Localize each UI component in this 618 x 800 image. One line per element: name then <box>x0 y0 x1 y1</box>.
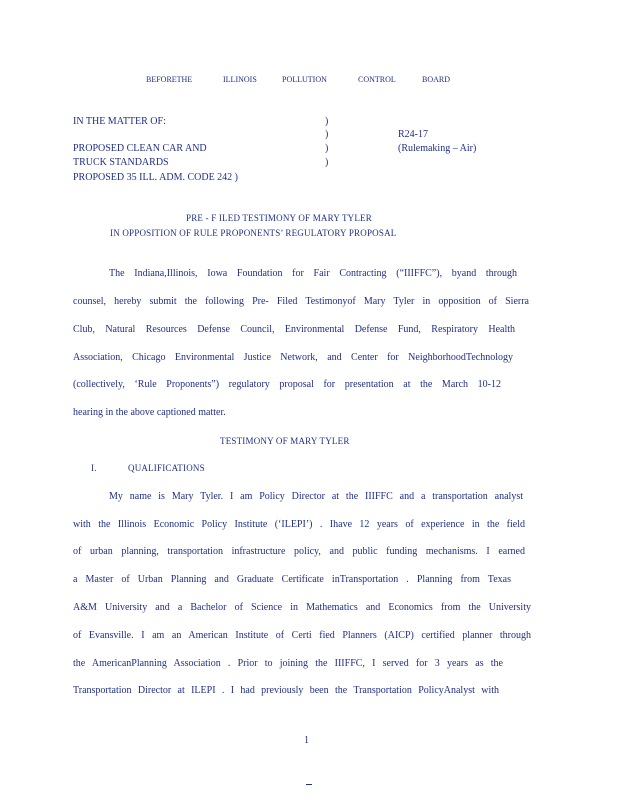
section-number: I. <box>91 463 97 473</box>
caption-paren-3: ) <box>325 143 329 154</box>
intro-line-3: Club, Natural Resources Defense Council, Environmental Defense Fund, Respiratory Health <box>73 324 515 335</box>
caption-in-the-matter: IN THE MATTER OF: <box>73 116 166 127</box>
header-word-illinois: ILLINOIS <box>223 75 257 84</box>
qual-line-2: with the Illinois Economic Policy Institute (‘ILEPI’) . Ihave 12 years of experience in the field <box>73 519 525 530</box>
qual-line-6: of Evansville. I am an American Institute of Certi fied Planners (AICP) certified planner through <box>73 630 531 641</box>
title-line-2: IN OPPOSITION OF RULE PROPONENTS’ REGULATORY PROPOSAL <box>110 228 397 238</box>
header-word-board: BOARD <box>422 75 451 84</box>
qual-line-7: the AmericanPlanning Association . Prior to joining the IIIFFC, I served for 3 years as the <box>73 658 503 669</box>
intro-line-4: Association, Chicago Environmental Justice Network, and Center for NeighborhoodTechnology <box>73 352 513 363</box>
qual-line-5: A&M University and a Bachelor of Science in Mathematics and Economics from the University <box>73 602 531 613</box>
page-number: 1 <box>304 735 309 746</box>
title-line-1: PRE - F ILED TESTIMONY OF MARY TYLER <box>186 213 372 223</box>
docket-number: R24-17 <box>398 129 428 140</box>
intro-line-5: (collectively, ‘Rule Proponents”) regulatory proposal for presentation at the March 10-12 <box>73 379 501 390</box>
header-word-control: CONTROL <box>358 75 396 84</box>
intro-line-6: hearing in the above captioned matter. <box>73 407 226 418</box>
section-heading: TESTIMONY OF MARY TYLER <box>220 436 350 446</box>
caption-paren-4: ) <box>325 157 329 168</box>
qual-line-3: of urban planning, transportation infrastructure policy, and public funding mechanisms. I earned <box>73 546 525 557</box>
qual-line-1: My name is Mary Tyler. I am Policy Director at the IIIFFC and a transportation analyst <box>109 491 523 502</box>
qual-line-4: a Master of Urban Planning and Graduate Certificate inTransportation . Planning from Texas <box>73 574 511 585</box>
header-word-pollution: POLLUTION <box>282 75 327 84</box>
caption-proposed-code: PROPOSED 35 ILL. ADM. CODE 242 ) <box>73 172 239 183</box>
qual-line-8: Transportation Director at ILEPI . I had previously been the Transportation PolicyAnalyst with <box>73 685 499 696</box>
caption-proposed-clean-car: PROPOSED CLEAN CAR AND <box>73 143 207 154</box>
footer-mark <box>306 784 312 785</box>
section-title: QUALIFICATIONS <box>128 463 205 473</box>
caption-truck-standards: TRUCK STANDARDS <box>73 157 169 168</box>
caption-paren-1: ) <box>325 116 329 127</box>
intro-line-2: counsel, hereby submit the following Pre- Filed Testimonyof Mary Tyler in opposition of Sierra <box>73 296 529 307</box>
docket-type: (Rulemaking – Air) <box>398 143 477 154</box>
caption-paren-2: ) <box>325 129 329 140</box>
intro-line-1: The Indiana,Illinois, Iowa Foundation for Fair Contracting (“IIIFFC”), byand through <box>109 268 517 279</box>
header-word-before-the: BEFORETHE <box>146 75 193 84</box>
